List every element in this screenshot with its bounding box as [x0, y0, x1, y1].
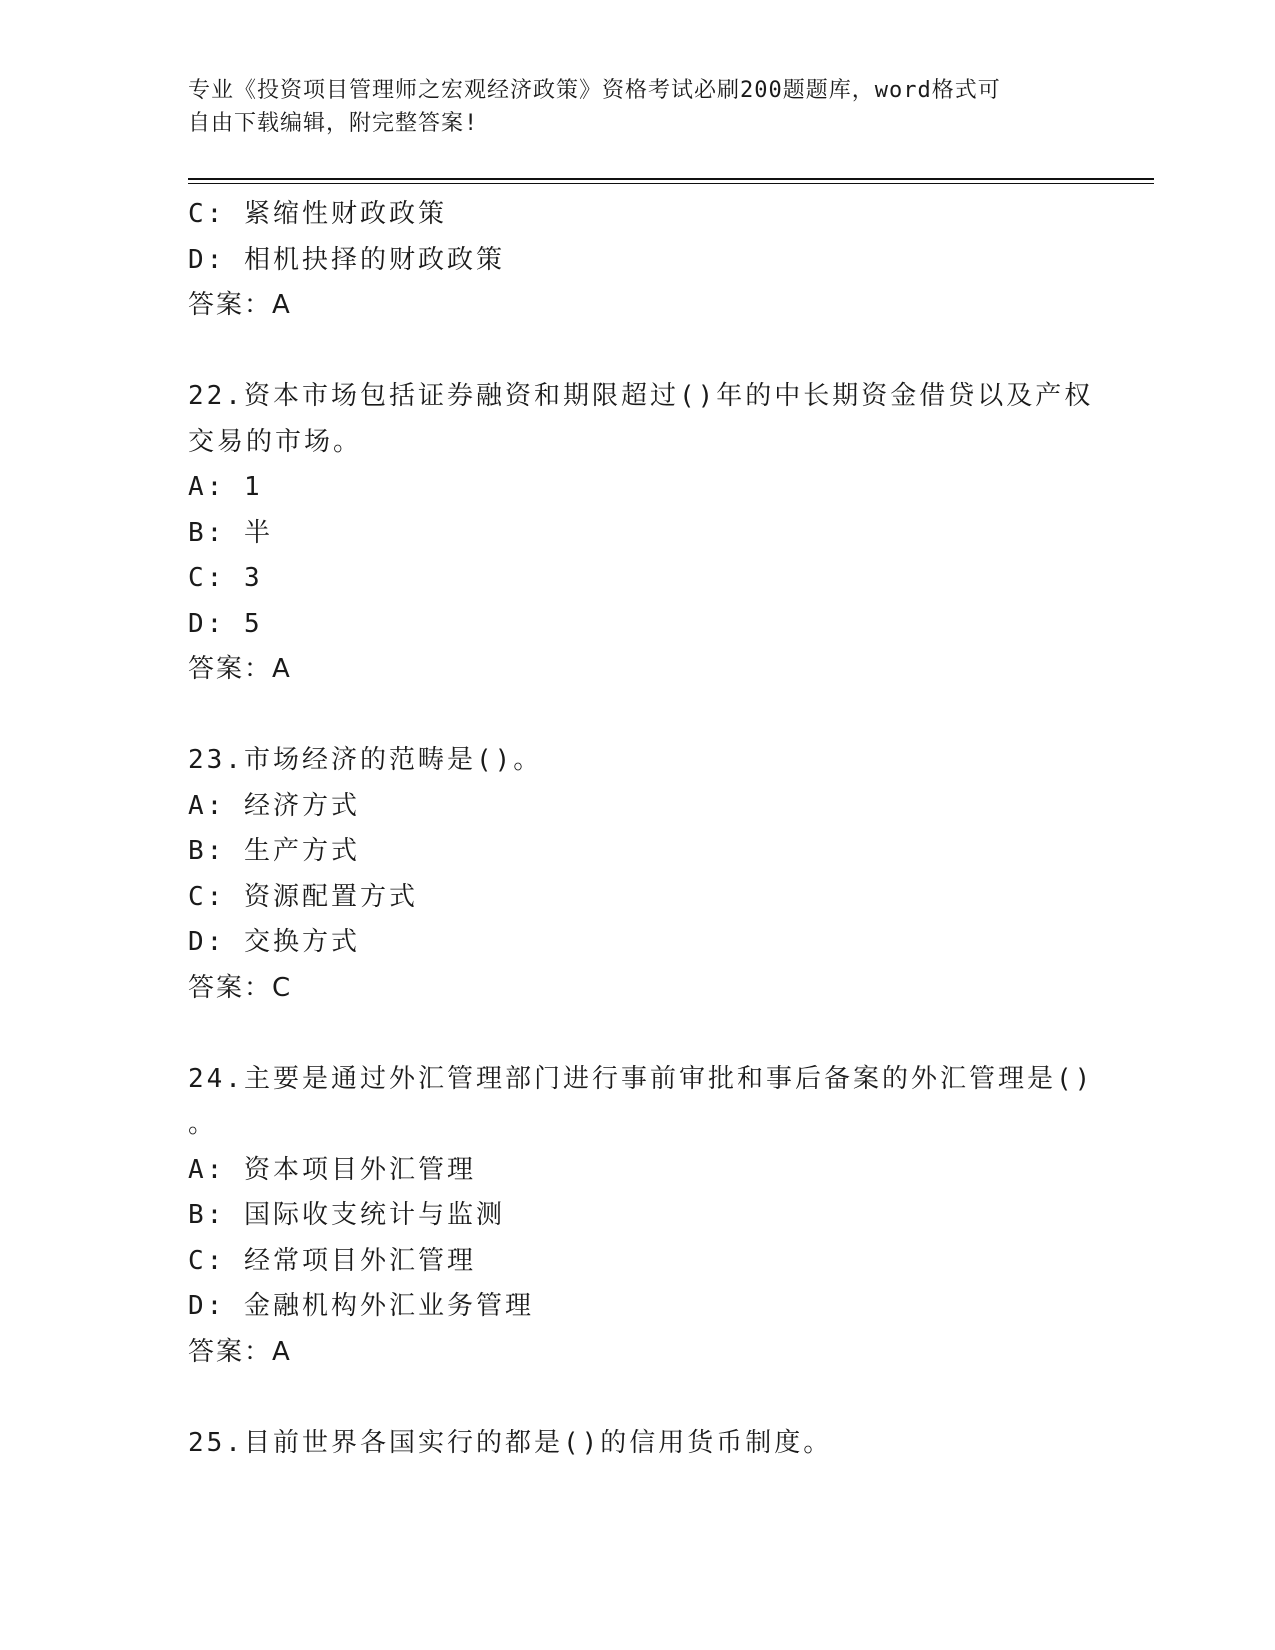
option-d: D: 5 — [188, 608, 263, 639]
answer: 答案：C — [188, 972, 293, 1003]
header-line-2: 自由下载编辑，附完整答案! — [188, 111, 479, 136]
question-text-line-1: 23.市场经济的范畴是()。 — [188, 745, 543, 775]
option-d: D: 金融机构外汇业务管理 — [188, 1291, 534, 1321]
document-header — [188, 74, 1088, 140]
option-b: B: 国际收支统计与监测 — [188, 1200, 505, 1230]
option-c: C: 3 — [188, 563, 263, 593]
answer: 答案：A — [188, 290, 292, 320]
option-a: A: 1 — [188, 472, 263, 502]
header-line-1: 专业《投资项目管理师之宏观经济政策》资格考试必刷200题题库，word格式可 — [188, 78, 1001, 103]
question-22 — [188, 374, 1094, 693]
option-b: B: 生产方式 — [188, 836, 360, 866]
option-c: C: 紧缩性财政政策 — [188, 199, 447, 229]
option-d: D: 交换方式 — [188, 927, 360, 957]
question-text-line-1: 24.主要是通过外汇管理部门进行事前审批和事后备案的外汇管理是() — [188, 1063, 1094, 1094]
question-21-tail — [188, 192, 1088, 329]
option-a: A: 经济方式 — [188, 790, 360, 821]
option-a: A: 资本项目外汇管理 — [188, 1154, 476, 1185]
question-24 — [188, 1057, 1094, 1376]
question-list — [188, 192, 1094, 1466]
question-text-line-1: 25.目前世界各国实行的都是()的信用货币制度。 — [188, 1427, 833, 1458]
header-divider — [188, 178, 1154, 184]
question-23 — [188, 738, 1088, 1011]
question-25 — [188, 1421, 1088, 1467]
option-d: D: 相机抉择的财政政策 — [188, 244, 505, 275]
option-b: B: 半 — [188, 517, 273, 548]
answer: 答案：A — [188, 1336, 292, 1367]
question-text-line-1: 22.资本市场包括证券融资和期限超过()年的中长期资金借贷以及产权 — [188, 381, 1094, 411]
question-text-line-2: 交易的市场。 — [188, 426, 363, 457]
option-c: C: 经常项目外汇管理 — [188, 1245, 476, 1276]
question-text-line-2: 。 — [188, 1109, 218, 1139]
answer: 答案：A — [188, 654, 292, 684]
option-c: C: 资源配置方式 — [188, 881, 418, 912]
